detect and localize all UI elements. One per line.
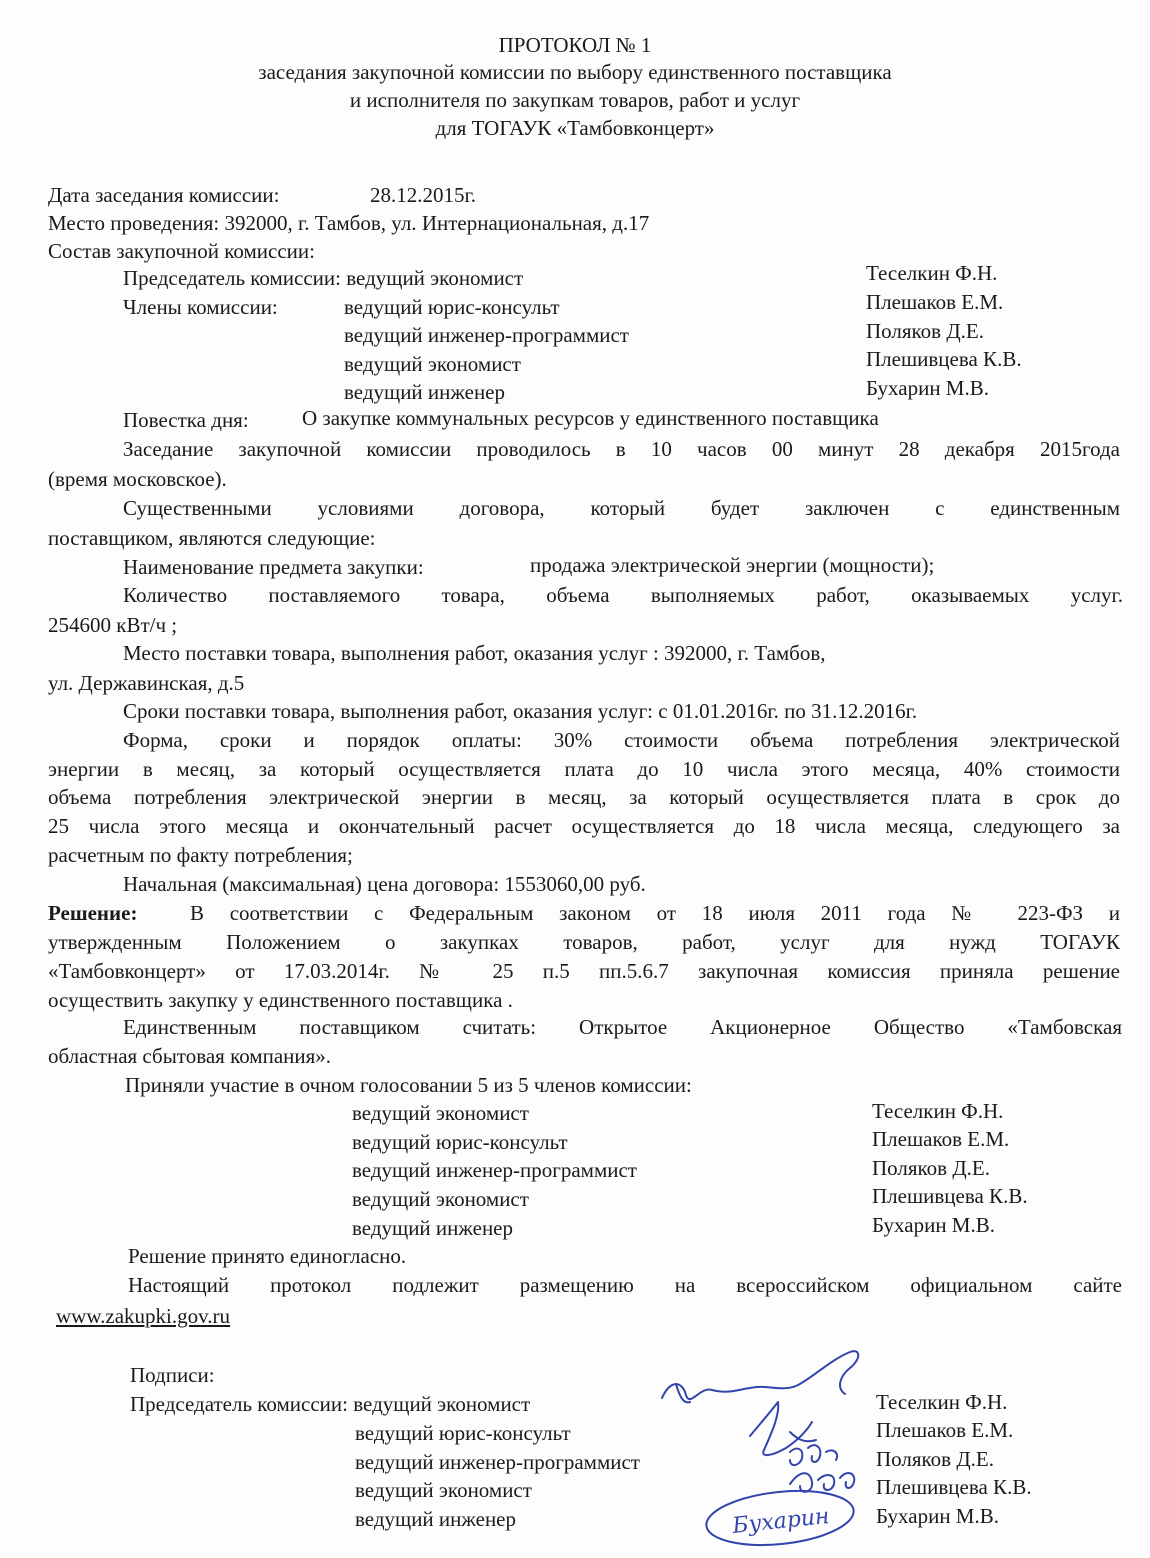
decision-label: Решение: <box>48 901 138 925</box>
zakupki-link[interactable]: www.zakupki.gov.ru <box>56 1304 230 1328</box>
delivery-terms: Сроки поставки товара, выполнения работ, оказания услуг: с 01.01.2016г. по 31.12.2016г. <box>123 699 918 723</box>
document-subtitle-3: для ТОГАУК «Тамбовконцерт» <box>435 116 715 140</box>
member-role: ведущий юрис-консульт <box>344 295 560 319</box>
voter-name: Плешаков Е.М. <box>872 1127 1010 1151</box>
unanimous-decision: Решение принято единогласно. <box>128 1244 407 1268</box>
decision-line-1: В соответствии с Федеральным законом от 18 июля 2011 года № 223-ФЗ и <box>190 901 1120 925</box>
decision-line-2: утвержденным Положением о закупках товаров, работ, услуг для нужд ТОГАУК <box>48 930 1120 954</box>
signer-name: Поляков Д.Е. <box>876 1447 994 1471</box>
meeting-time-line-1: Заседание закупочной комиссии проводилось в 10 часов 00 минут 28 декабря 2015года <box>123 437 1120 461</box>
publication-line: Настоящий протокол подлежит размещению на всероссийском официальном сайте <box>128 1273 1122 1297</box>
voter-name: Плешивцева К.В. <box>872 1184 1028 1208</box>
supplier-line-2: областная сбытовая компания». <box>48 1044 332 1068</box>
composition-label: Состав закупочной комиссии: <box>48 239 315 263</box>
signer-role: ведущий юрис-консульт <box>355 1421 571 1445</box>
conditions-line-1: Существенными условиями договора, который будет заключен с единственным <box>123 496 1120 520</box>
member-name: Бухарин М.В. <box>866 376 989 400</box>
quantity-line-1: Количество поставляемого товара, объема выполняемых работ, оказываемых услуг. <box>123 583 1123 607</box>
chair-signature <box>662 1351 858 1399</box>
conditions-line-2: поставщиком, являются следующие: <box>48 526 376 550</box>
delivery-place-line-1: Место поставки товара, выполнения работ, оказания услуг : 392000, г. Тамбов, <box>123 641 826 665</box>
subject-text: продажа электрической энергии (мощности); <box>530 553 935 577</box>
signer-name: Теселкин Ф.Н. <box>876 1390 1008 1414</box>
agenda-text: О закупке коммунальных ресурсов у единственного поставщика <box>302 406 879 430</box>
meeting-place: Место проведения: 392000, г. Тамбов, ул. Интернациональная, д.17 <box>48 211 650 235</box>
member-role: ведущий экономист <box>344 352 521 376</box>
voter-role: ведущий инженер <box>352 1216 514 1240</box>
delivery-place-line-2: ул. Державинская, д.5 <box>48 671 245 695</box>
decision-line-3: «Тамбовконцерт» от 17.03.2014г. № 25 п.5 пп.5.6.7 закупочная комиссия приняла решение <box>48 959 1120 983</box>
voter-role: ведущий экономист <box>352 1101 529 1125</box>
chair-label: Председатель комиссии: ведущий экономист <box>123 266 524 290</box>
meeting-time-line-2: (время московское). <box>48 467 227 491</box>
meeting-date-value: 28.12.2015г. <box>370 183 476 207</box>
chair-signature-prefix <box>130 1391 530 1417</box>
payment-line-2: энергии в месяц, за который осуществляется плата до 10 числа этого месяца, 40% стоимости <box>48 757 1120 781</box>
voter-name: Теселкин Ф.Н. <box>872 1099 1004 1123</box>
signatures-label: Подписи: <box>130 1363 215 1387</box>
member-name: Плешаков Е.М. <box>866 290 1004 314</box>
voter-role: ведущий инженер-программист <box>352 1158 637 1182</box>
document-subtitle-1: заседания закупочной комиссии по выбору единственного поставщика <box>258 60 892 84</box>
chair-role-text: ведущий экономист <box>353 1392 531 1416</box>
decision-line-4: осуществить закупку у единственного поставщика . <box>48 988 513 1012</box>
agenda-label: Повестка дня: <box>123 408 249 432</box>
member-name: Теселкин Ф.Н. <box>866 261 998 285</box>
member-role: ведущий инженер-программист <box>344 323 629 347</box>
signer-name: Бухарин М.В. <box>876 1504 999 1528</box>
supplier-line-1: Единственным поставщиком считать: Открытое Акционерное Общество «Тамбовская <box>123 1015 1122 1039</box>
voter-role: ведущий юрис-консульт <box>352 1130 568 1154</box>
signer-role: ведущий инженер <box>355 1507 517 1531</box>
voting-line: Приняли участие в очном голосовании 5 из 5 членов комиссии: <box>125 1073 692 1097</box>
signer-role: ведущий экономист <box>355 1478 532 1502</box>
member-role: ведущий инженер <box>344 380 506 404</box>
member-name: Плешивцева К.В. <box>866 347 1022 371</box>
document-subtitle-2: и исполнителя по закупкам товаров, работ и услуг <box>349 88 801 112</box>
payment-line-5: расчетным по факту потребления; <box>48 843 353 867</box>
member-signature <box>750 1402 812 1455</box>
signer-name: Плешивцева К.В. <box>876 1475 1032 1499</box>
quantity-line-2: 254600 кВт/ч ; <box>48 613 178 637</box>
subject-label: Наименование предмета закупки: <box>123 555 424 579</box>
payment-line-4: 25 числа этого месяца и окончательный расчет осуществляется до 18 числа месяца, следующего за <box>48 814 1120 838</box>
voter-role: ведущий экономист <box>352 1187 529 1211</box>
chair-prefix-text: Председатель комиссии: <box>130 1392 348 1416</box>
member-name: Поляков Д.Е. <box>866 319 984 343</box>
payment-line-3: объема потребления электрической энергии в месяц, за который осуществляется плата в срок до <box>48 785 1120 809</box>
handwritten-signatures <box>640 1340 880 1550</box>
members-label: Члены комиссии: <box>123 295 278 319</box>
voter-name: Поляков Д.Е. <box>872 1156 990 1180</box>
voter-name: Бухарин М.В. <box>872 1213 995 1237</box>
meeting-date-label: Дата заседания комиссии: <box>48 183 280 207</box>
signer-name: Плешаков Е.М. <box>876 1418 1014 1442</box>
document-title: ПРОТОКОЛ № 1 <box>498 33 652 57</box>
signer-role: ведущий инженер-программист <box>355 1450 640 1474</box>
bukharin-handwritten: Бухарин <box>731 1503 831 1539</box>
payment-line-1: Форма, сроки и порядок оплаты: 30% стоимости объема потребления электрической <box>123 728 1120 752</box>
initial-price: Начальная (максимальная) цена договора: 1553060,00 руб. <box>123 872 646 896</box>
member-signature <box>790 1473 854 1492</box>
member-signature <box>790 1445 837 1465</box>
